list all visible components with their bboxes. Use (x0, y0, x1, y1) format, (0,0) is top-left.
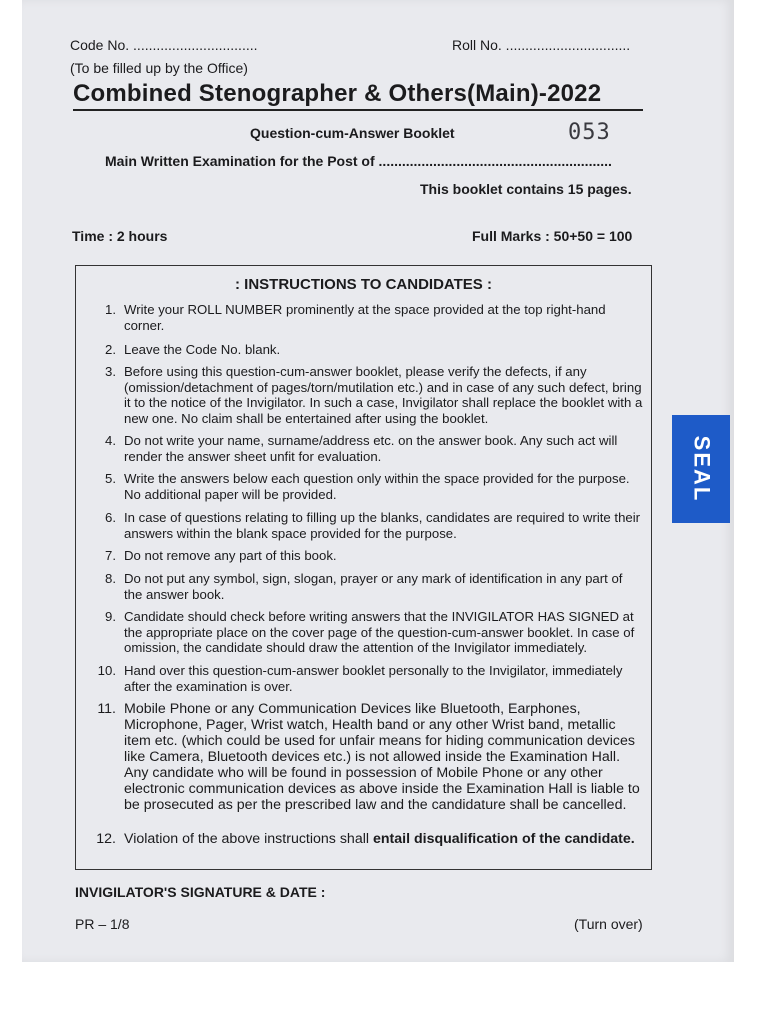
instruction-text: Do not remove any part of this book. (124, 548, 337, 563)
instruction-text: Candidate should check before writing answers that the INVIGILATOR HAS SIGNED at the appropriate place on the cover page of the question-cum-answer booklet. In case of omission, the candidate should draw the attention of the Invigilator immediately. (124, 609, 635, 655)
instruction-number: 9. (105, 609, 116, 624)
instruction-number: 12. (96, 831, 116, 847)
page-code: PR – 1/8 (75, 916, 130, 932)
instruction-number: 10. (97, 663, 116, 678)
office-note: (To be filled up by the Office) (70, 60, 248, 76)
pages-note: This booklet contains 15 pages. (420, 181, 632, 197)
post-line: Main Written Examination for the Post of ............................................................ (105, 153, 612, 169)
instruction-text (124, 831, 644, 847)
instructions-box (75, 265, 652, 870)
instruction-text: Write your ROLL NUMBER prominently at the space provided at the top right-hand corner. (124, 302, 606, 333)
instruction-text-plain: Violation of the above instructions shall (124, 831, 373, 847)
instruction-number: 8. (105, 571, 116, 586)
seal-label: SEAL (689, 435, 714, 503)
instruction-text: Mobile Phone or any Communication Devices like Bluetooth, Earphones, Microphone, Pager, Wrist watch, Health band or any other Wrist band, metallic item etc. (which could be used for unfair means for hiding communication devices like Camera, Bluetooth devices etc.) is not allowed inside the Examination Hall. Any candidate who will be found in possession of Mobile Phone or any other electronic communication devices as above inside the Examination Hall is liable to be prosecuted as per the prescribed law and the candidature shall be cancelled. (124, 701, 640, 813)
time-allowed: Time : 2 hours (72, 228, 168, 244)
instruction-text: Hand over this question-cum-answer booklet personally to the Invigilator, immediately after the examination is over. (124, 663, 623, 694)
instruction-text: Before using this question-cum-answer booklet, please verify the defects, if any (omission/detachment of pages/torn/mutilation etc.) and in case of any such defect, bring it to the notice of the Invigilator. In such a case, Invigilator shall replace the booklet with a new one. No claim shall be entertained after using the booklet. (124, 364, 643, 426)
seal-tab (672, 415, 730, 523)
instruction-text: Do not write your name, surname/address etc. on the answer book. Any such act will render the answer sheet unfit for evaluation. (124, 433, 618, 464)
booklet-label: Question-cum-Answer Booklet (250, 125, 455, 141)
instruction-text: Leave the Code No. blank. (124, 342, 281, 357)
exam-title: Combined Stenographer & Others(Main)-2022 (73, 80, 643, 111)
code-no-field: Code No. ................................ (70, 37, 258, 53)
booklet-number: 053 (568, 120, 611, 145)
instruction-number: 11. (97, 701, 116, 717)
instruction-number: 3. (105, 364, 116, 379)
instruction-text: Write the answers below each question only within the space provided for the purpose. No additional paper will be provided. (124, 471, 630, 502)
instruction-number: 7. (105, 548, 116, 563)
full-marks: Full Marks : 50+50 = 100 (472, 228, 633, 244)
instruction-number: 2. (105, 342, 116, 357)
roll-no-field: Roll No. ................................ (452, 37, 631, 53)
invigilator-signature-label: INVIGILATOR'S SIGNATURE & DATE : (75, 884, 326, 900)
turn-over-note: (Turn over) (574, 916, 643, 932)
instruction-text: In case of questions relating to filling up the blanks, candidates are required to write their answers within the blank space provided for the purpose. (124, 510, 641, 541)
instruction-number: 1. (105, 302, 116, 317)
instructions-heading: : INSTRUCTIONS TO CANDIDATES : (235, 276, 492, 293)
instruction-number: 4. (105, 433, 116, 448)
instruction-text: Do not put any symbol, sign, slogan, prayer or any mark of identification in any part of the answer book. (124, 571, 623, 602)
instruction-number: 5. (105, 471, 116, 486)
instruction-number: 6. (105, 510, 116, 525)
instruction-text-emphasis: entail disqualification of the candidate. (372, 831, 635, 847)
